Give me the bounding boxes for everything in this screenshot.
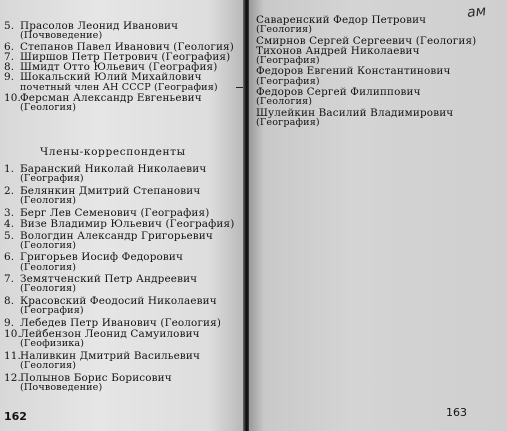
list-item bbox=[0, 186, 234, 207]
entry-name: Красовский Феодосий Николаевич bbox=[20, 294, 217, 307]
entry-number: 1. bbox=[4, 163, 15, 175]
entry-number: 10. bbox=[4, 92, 21, 105]
list-item bbox=[0, 164, 234, 185]
entry-number: 6. bbox=[4, 40, 15, 53]
entry-number: 8. bbox=[4, 61, 15, 74]
list-item bbox=[0, 351, 234, 372]
entry-name: Прасолов Леонид Иванович bbox=[20, 20, 179, 32]
list-item bbox=[0, 72, 234, 93]
entry-number: 10. bbox=[4, 328, 21, 341]
entry-detail: (Геология) bbox=[20, 239, 77, 251]
entry-name: Ферсман Александр Евгеньевич bbox=[20, 92, 202, 105]
entry-number: 5. bbox=[4, 229, 15, 242]
page-number-right: 163 bbox=[446, 406, 467, 419]
list-item bbox=[0, 21, 234, 42]
entry-name: Наливкин Дмитрий Васильевич bbox=[20, 349, 200, 362]
academicians-list bbox=[0, 21, 234, 114]
entry-detail: (География) bbox=[20, 305, 84, 317]
list-item bbox=[256, 87, 476, 108]
entry-detail: почетный член АН СССР (География) bbox=[20, 81, 218, 93]
entry-number: 8. bbox=[4, 294, 15, 307]
entry-name: Визе Владимир Юльевич (География) bbox=[20, 218, 235, 231]
entry-name: Шулейкин Василий Владимирович bbox=[256, 106, 454, 119]
entry-detail: (География) bbox=[20, 173, 84, 185]
entry-detail: (География) bbox=[256, 75, 320, 87]
entry-number: 12. bbox=[4, 371, 21, 384]
entry-name: Тихонов Андрей Николаевич bbox=[256, 44, 420, 57]
list-item bbox=[256, 66, 476, 87]
entry-detail: (Почвоведение) bbox=[20, 30, 103, 42]
entry-detail: (Геология) bbox=[20, 360, 77, 372]
entry-name: Григорьев Иосиф Федорович bbox=[20, 251, 183, 264]
entry-name: Ширшов Петр Петрович (География) bbox=[20, 50, 231, 63]
entry-detail: (Геология) bbox=[20, 261, 77, 273]
right-page bbox=[249, 0, 507, 431]
list-item bbox=[256, 46, 476, 67]
entry-name: Баранский Николай Николаевич bbox=[20, 163, 207, 175]
entry-name: Смирнов Сергей Сергеевич (Геология) bbox=[256, 34, 477, 47]
entry-number: 2. bbox=[4, 184, 15, 197]
list-item bbox=[0, 231, 234, 252]
corresponding-members-list bbox=[0, 164, 234, 394]
entry-number: 9. bbox=[4, 316, 15, 329]
entry-detail: (География) bbox=[256, 116, 320, 128]
entry-detail: (География) bbox=[256, 55, 320, 67]
entry-number: 7. bbox=[4, 50, 15, 63]
entry-detail: (Геология) bbox=[256, 96, 313, 108]
entry-name: Белянкин Дмитрий Степанович bbox=[20, 184, 201, 197]
entry-detail: (Геология) bbox=[20, 102, 77, 114]
entry-name: Земятченский Петр Андреевич bbox=[20, 273, 198, 286]
entry-detail: (Геология) bbox=[256, 24, 313, 36]
list-item bbox=[0, 252, 234, 273]
entry-number: 7. bbox=[4, 273, 15, 286]
list-item bbox=[0, 93, 234, 114]
entry-number: 9. bbox=[4, 71, 15, 84]
list-item bbox=[0, 296, 234, 317]
entry-number: 4. bbox=[4, 218, 15, 231]
entry-number: 11. bbox=[4, 349, 21, 362]
entry-detail: (Геология) bbox=[20, 283, 77, 295]
entry-name: Шокальский Юлий Михайлович bbox=[20, 71, 202, 84]
list-item bbox=[256, 108, 476, 129]
entry-name: Федоров Евгений Константинович bbox=[256, 65, 451, 78]
corresponding-members-list-continued bbox=[256, 15, 476, 128]
entry-number: 3. bbox=[4, 206, 15, 219]
entry-detail: (Геофизика) bbox=[20, 338, 85, 350]
left-page bbox=[0, 0, 247, 431]
page-number-left: 162 bbox=[4, 410, 27, 423]
entry-name: Полынов Борис Борисович bbox=[20, 371, 172, 384]
entry-number: 6. bbox=[4, 251, 15, 264]
list-item bbox=[0, 274, 234, 295]
list-item bbox=[0, 219, 234, 229]
section-heading: Члены-корреспонденты bbox=[40, 146, 186, 158]
entry-name: Шмидт Отто Юльевич (География) bbox=[20, 61, 218, 74]
list-item bbox=[0, 318, 234, 328]
list-item bbox=[0, 373, 234, 394]
entry-name: Степанов Павел Иванович (Геология) bbox=[20, 40, 234, 53]
handwritten-mark: ам bbox=[466, 3, 487, 21]
entry-name: Берг Лев Семенович (География) bbox=[20, 206, 210, 219]
entry-name: Вологдин Александр Григорьевич bbox=[20, 229, 213, 242]
entry-number: 5. bbox=[4, 20, 15, 32]
list-item bbox=[0, 208, 234, 218]
entry-detail: (Почвоведение) bbox=[20, 382, 103, 393]
entry-name: Лебедев Петр Иванович (Геология) bbox=[20, 316, 222, 329]
list-item bbox=[256, 15, 476, 36]
entry-name: Федоров Сергей Филиппович bbox=[256, 86, 421, 99]
entry-name: Саваренский Федор Петрович bbox=[256, 14, 427, 26]
entry-detail: (Геология) bbox=[20, 195, 77, 207]
entry-name: Лейбензон Леонид Самуилович bbox=[20, 328, 200, 341]
list-item bbox=[0, 329, 234, 350]
